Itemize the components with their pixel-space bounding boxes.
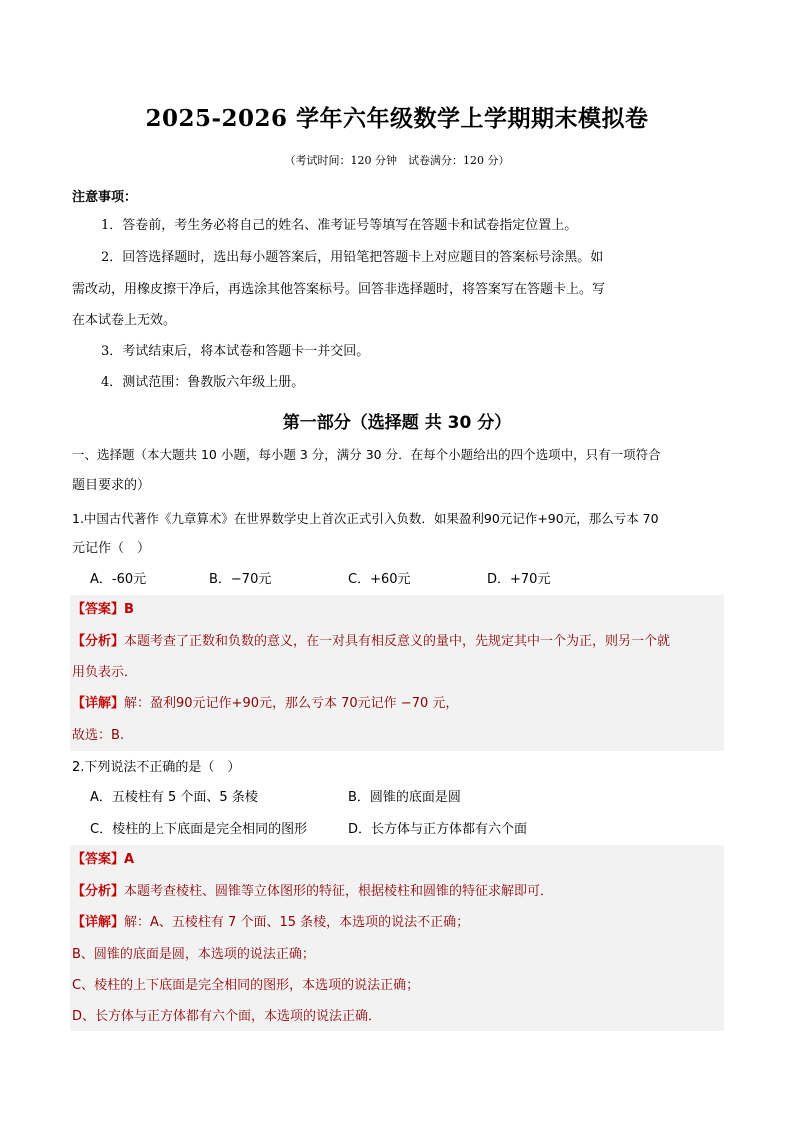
notes-heading: 注意事项： [72, 190, 138, 205]
q2-detail-d: D、长方体与正方体都有六个面，本选项的说法正确． [72, 1009, 382, 1024]
q1-option-d: D．+70元 [487, 572, 551, 587]
analysis-text: 本题考查了正数和负数的意义，在一对具有相反意义的量中，先规定其中一个为正，则另一个就 [124, 634, 671, 649]
q2-detail [72, 914, 469, 932]
q1-option-c: C．+60元 [348, 572, 411, 587]
q1-conclusion: 故选：B. [72, 728, 125, 743]
q1-option-a: A．-60元 [90, 572, 147, 587]
note-item-2-line-3: 在本试卷上无效。 [72, 313, 177, 328]
q1-analysis-line-1 [72, 633, 670, 651]
section-instructions-line-2: 题目要求的） [72, 478, 151, 493]
note-item-3: 3．考试结束后，将本试卷和答题卡一并交回。 [101, 344, 370, 359]
note-item-1: 1．答卷前，考生务必将自己的姓名、准考证号等填写在答题卡和试卷指定位置上。 [101, 218, 578, 233]
q2-option-b: B．圆锥的底面是圆 [348, 790, 461, 805]
q1-detail [72, 695, 458, 713]
q1-option-b: B．−70元 [209, 572, 272, 587]
detail-tag: 【详解】 [72, 696, 125, 711]
analysis-tag: 【分析】 [72, 634, 125, 649]
q2-detail-c: C、棱柱的上下底面是完全相同的图形，本选项的说法正确； [72, 978, 420, 993]
q2-option-d: D．长方体与正方体都有六个面 [348, 822, 528, 837]
q1-stem-line-2: 元记作（ ） [72, 541, 151, 556]
q1-solution-box [70, 595, 724, 751]
q2-solution-box [70, 845, 724, 1031]
note-item-4: 4．测试范围：鲁教版六年级上册。 [101, 375, 305, 390]
exam-info: （考试时间：120 分钟 试卷满分：120 分） [284, 154, 510, 167]
answer-value: B [124, 602, 134, 617]
q2-option-a: A．五棱柱有 5 个面、5 条棱 [90, 790, 258, 805]
q1-analysis-line-2: 用负表示． [72, 665, 138, 680]
q2-detail-b: B、圆锥的底面是圆，本选项的说法正确； [72, 947, 315, 962]
q1-stem-line-1: 1.中国古代著作《九章算术》在世界数学史上首次正式引入负数．如果盈利90元记作+90元，那么亏本 70 [72, 511, 659, 526]
section-instructions-line-1: 一、选择题（本大题共 10 小题，每小题 3 分，满分 30 分．在每个小题给出的四个选项中，只有一项符合 [72, 447, 661, 462]
q2-answer [72, 851, 134, 869]
analysis-text: 本题考查棱柱、圆锥等立体图形的特征，根据棱柱和圆锥的特征求解即可． [124, 884, 554, 899]
answer-tag: 【答案】 [72, 852, 125, 867]
detail-tag: 【详解】 [72, 915, 125, 930]
page-title: 2025-2026 学年六年级数学上学期期末模拟卷 [145, 105, 649, 132]
q1-answer [72, 601, 134, 619]
note-item-2-line-2: 需改动，用橡皮擦干净后，再选涂其他答案标号。回答非选择题时，将答案写在答题卡上。写 [72, 282, 606, 297]
detail-text: 解：盈利90元记作+90元，那么亏本 70元记作 −70 元， [124, 696, 459, 711]
detail-text: 解：A、五棱柱有 7 个面、15 条棱，本选项的说法不正确； [124, 915, 470, 930]
answer-tag: 【答案】 [72, 602, 125, 617]
q2-stem: 2.下列说法不正确的是（ ） [72, 760, 241, 775]
answer-value: A [124, 852, 135, 867]
analysis-tag: 【分析】 [72, 884, 125, 899]
q2-option-c: C．棱柱的上下底面是完全相同的图形 [90, 822, 308, 837]
section-title: 第一部分（选择题 共 30 分） [282, 413, 512, 433]
note-item-2-line-1: 2．回答选择题时，选出每小题答案后，用铅笔把答题卡上对应题目的答案标号涂黑。如 [101, 250, 604, 265]
q2-analysis [72, 883, 553, 901]
